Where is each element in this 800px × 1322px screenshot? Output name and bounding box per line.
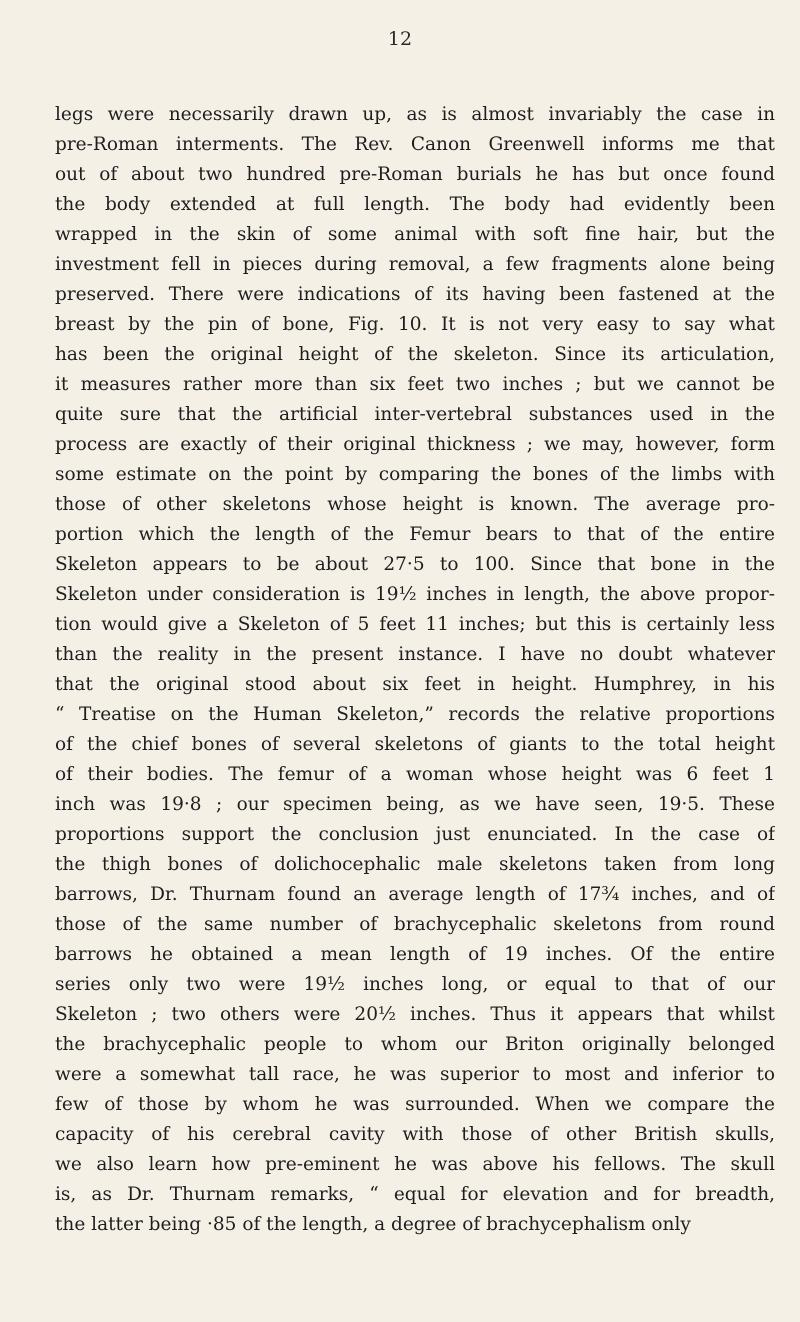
text-line: tion would give a Skeleton of 5 feet 11 inches; but this is certainly less	[55, 614, 775, 635]
text-line: Skeleton ; two others were 20½ inches. Thus it appears that whilst	[55, 1004, 775, 1025]
text-line: legs were necessarily drawn up, as is almost invariably the case in	[55, 104, 775, 125]
text-line: quite sure that the artificial inter-vertebral substances used in the	[55, 404, 775, 425]
text-line: Skeleton appears to be about 27·5 to 100. Since that bone in the	[55, 554, 775, 575]
text-line: process are exactly of their original thickness ; we may, however, form	[55, 434, 775, 455]
text-line: than the reality in the present instance. I have no doubt whatever	[55, 644, 775, 665]
text-line: barrows he obtained a mean length of 19 inches. Of the entire	[55, 944, 775, 965]
text-line: portion which the length of the Femur bears to that of the entire	[55, 524, 775, 545]
text-line: the body extended at full length. The body had evidently been	[55, 194, 775, 215]
text-line: is, as Dr. Thurnam remarks, “ equal for elevation and for breadth,	[55, 1184, 775, 1205]
text-line: that the original stood about six feet in height. Humphrey, in his	[55, 674, 775, 695]
text-line: preserved. There were indications of its having been fastened at the	[55, 284, 775, 305]
text-line: those of other skeletons whose height is known. The average pro-	[55, 494, 775, 515]
body-text	[55, 100, 775, 1240]
text-line: it measures rather more than six feet two inches ; but we cannot be	[55, 374, 775, 395]
text-line: those of the same number of brachycephalic skeletons from round	[55, 914, 775, 935]
text-line: some estimate on the point by comparing the bones of the limbs with	[55, 464, 775, 485]
text-line: the brachycephalic people to whom our Briton originally belonged	[55, 1034, 775, 1055]
page-number: 12	[387, 28, 413, 50]
text-line: breast by the pin of bone, Fig. 10. It is not very easy to say what	[55, 314, 775, 335]
text-line: inch was 19·8 ; our specimen being, as we have seen, 19·5. These	[55, 794, 775, 815]
text-line: we also learn how pre-eminent he was above his fellows. The skull	[55, 1154, 775, 1175]
text-line: of their bodies. The femur of a woman whose height was 6 feet 1	[55, 764, 775, 785]
text-line: “ Treatise on the Human Skeleton,” records the relative proportions	[55, 704, 775, 725]
text-line: series only two were 19½ inches long, or equal to that of our	[55, 974, 775, 995]
text-line: Skeleton under consideration is 19½ inches in length, the above propor-	[55, 584, 775, 605]
text-line: has been the original height of the skeleton. Since its articulation,	[55, 344, 775, 365]
text-line: pre-Roman interments. The Rev. Canon Greenwell informs me that	[55, 134, 775, 155]
text-line: wrapped in the skin of some animal with soft fine hair, but the	[55, 224, 775, 245]
text-line: investment fell in pieces during removal, a few fragments alone being	[55, 254, 775, 275]
text-line: the latter being ·85 of the length, a degree of brachycephalism only	[55, 1214, 691, 1235]
text-line: the thigh bones of dolichocephalic male skeletons taken from long	[55, 854, 775, 875]
text-line: of the chief bones of several skeletons of giants to the total height	[55, 734, 775, 755]
text-line: barrows, Dr. Thurnam found an average length of 17¾ inches, and of	[55, 884, 775, 905]
text-line: proportions support the conclusion just enunciated. In the case of	[55, 824, 775, 845]
text-line: out of about two hundred pre-Roman burials he has but once found	[55, 164, 775, 185]
text-line: were a somewhat tall race, he was superior to most and inferior to	[55, 1064, 775, 1085]
text-line: few of those by whom he was surrounded. When we compare the	[55, 1094, 775, 1115]
text-line: capacity of his cerebral cavity with those of other British skulls,	[55, 1124, 775, 1145]
